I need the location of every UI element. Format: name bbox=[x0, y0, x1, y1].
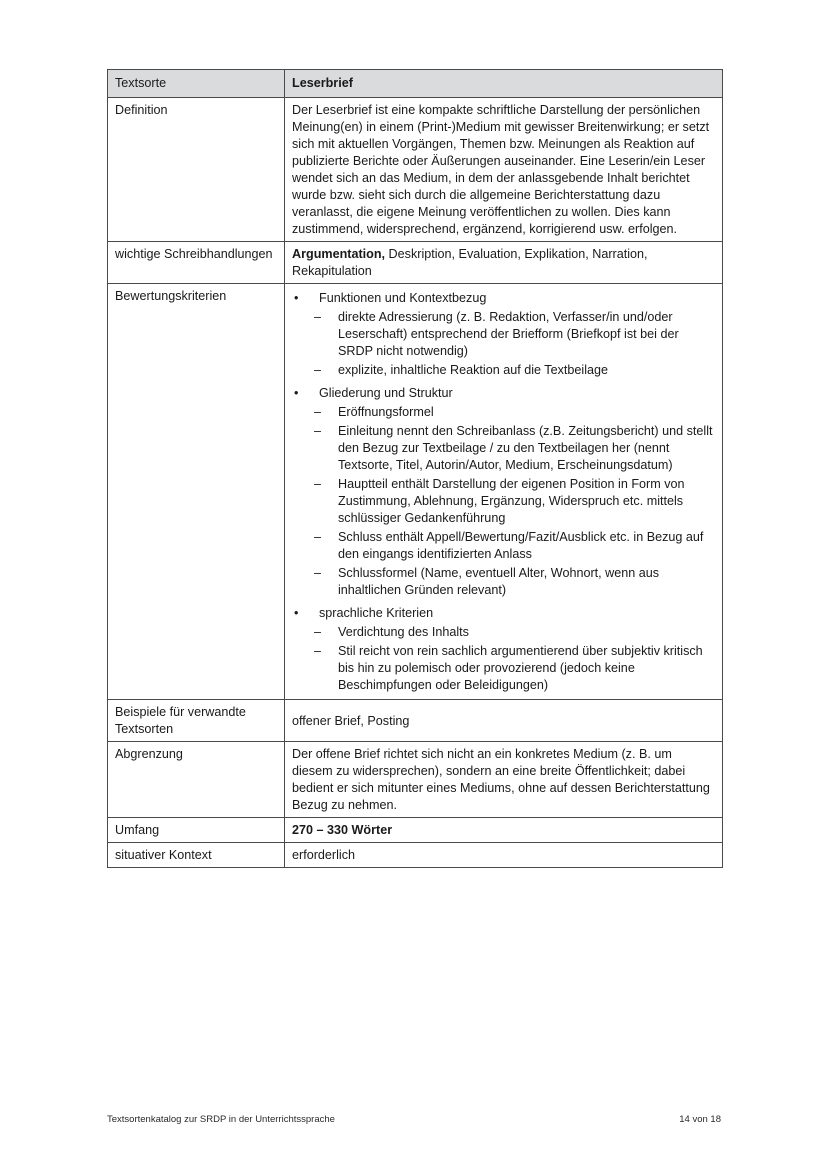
umfang-value: 270 – 330 Wörter bbox=[285, 818, 723, 843]
list-item bbox=[292, 309, 715, 360]
bewertung-criteria bbox=[285, 284, 723, 700]
criteria-item-text: explizite, inhaltliche Reaktion auf die Textbeilage bbox=[338, 363, 609, 377]
criteria-group bbox=[292, 290, 715, 379]
abgrenzung-text: Der offene Brief richtet sich nicht an ein konkretes Medium (z. B. um diesem zu widersprechen), sondern an eine breite Öffentlichkeit; dabei bedient er sich mitunter eines Mediums, ohne auf dessen Berichterstattung Bezug zu nehmen. bbox=[285, 742, 723, 818]
header-value: Leserbrief bbox=[285, 70, 723, 98]
dash-icon: – bbox=[314, 363, 322, 377]
dash-icon: – bbox=[314, 310, 322, 324]
dash-icon: – bbox=[314, 477, 322, 491]
list-item bbox=[292, 423, 715, 474]
list-item bbox=[292, 624, 715, 641]
list-item bbox=[292, 643, 715, 694]
list-item bbox=[292, 362, 715, 379]
table-row-header bbox=[108, 70, 723, 98]
table-row-schreibhandlungen bbox=[108, 242, 723, 284]
criteria-group-title: sprachliche Kriterien bbox=[319, 606, 434, 620]
criteria-item-text: Stil reicht von rein sachlich argumentierend über subjektiv kritisch bis hin zu polemisch oder provozierend (jedoch keine Beschimpfungen oder Beleidigungen) bbox=[338, 644, 703, 692]
table-row-kontext bbox=[108, 843, 723, 868]
bullet-icon: • bbox=[294, 386, 299, 400]
textsorte-table bbox=[107, 69, 723, 868]
list-item bbox=[292, 565, 715, 599]
beispiele-label: Beispiele für verwandte Textsorten bbox=[108, 700, 285, 742]
table-row-beispiele bbox=[108, 700, 723, 742]
criteria-item-text: Schluss enthält Appell/Bewertung/Fazit/Ausblick etc. in Bezug auf den eingangs identifizierten Anlass bbox=[338, 530, 704, 561]
table-row-abgrenzung bbox=[108, 742, 723, 818]
kontext-value: erforderlich bbox=[285, 843, 723, 868]
dash-icon: – bbox=[314, 424, 322, 438]
umfang-label: Umfang bbox=[108, 818, 285, 843]
dash-icon: – bbox=[314, 644, 322, 658]
criteria-item-text: Einleitung nennt den Schreibanlass (z.B. Zeitungsbericht) und stellt den Bezug zur Textbeilage / zu den Textbeilagen her (nennt Textsorte, Titel, Autorin/Autor, Medium, Erscheinungsdatum) bbox=[338, 424, 713, 472]
list-item bbox=[292, 404, 715, 421]
bewertung-label: Bewertungskriterien bbox=[108, 284, 285, 700]
criteria-group-title: Funktionen und Kontextbezug bbox=[319, 291, 487, 305]
abgrenzung-label: Abgrenzung bbox=[108, 742, 285, 818]
beispiele-value: offener Brief, Posting bbox=[285, 700, 723, 742]
schreibhandlungen-emphasis: Argumentation, bbox=[292, 247, 386, 261]
list-item bbox=[292, 529, 715, 563]
table-row-bewertung bbox=[108, 284, 723, 700]
bullet-icon: • bbox=[294, 291, 299, 305]
dash-icon: – bbox=[314, 405, 322, 419]
table-row-umfang bbox=[108, 818, 723, 843]
criteria-item-text: Verdichtung des Inhalts bbox=[338, 625, 469, 639]
schreibhandlungen-value bbox=[285, 242, 723, 284]
table-row-definition bbox=[108, 98, 723, 242]
criteria-item-text: Hauptteil enthält Darstellung der eigenen Position in Form von Zustimmung, Ablehnung, Ergänzung, Widerspruch etc. mittels schlüssiger Gedankenführung bbox=[338, 477, 685, 525]
schreibhandlungen-label: wichtige Schreibhandlungen bbox=[108, 242, 285, 284]
criteria-group bbox=[292, 605, 715, 694]
definition-text: Der Leserbrief ist eine kompakte schriftliche Darstellung der persönlichen Meinung(en) in einem (Print-)Medium mit gewisser Breitenwirkung; er setzt sich mit aktuellen Vorgängen, Themen bzw. Meinungen als Reaktion auf publizierte Berichte oder Äußerungen auseinander. Eine Leserin/ein Leser wendet sich an das Medium, in dem der anlassgebende Inhalt berichtet wurde bzw. sieht sich durch die allgemeine Berichterstattung dazu veranlasst, die eigene Meinung veröffentlichen zu wollen. Dies kann zustimmend, widersprechend, ergänzend, korrigierend usw. erfolgen. bbox=[285, 98, 723, 242]
dash-icon: – bbox=[314, 566, 322, 580]
footer-page-number: 14 von 18 bbox=[679, 1114, 721, 1125]
bullet-icon: • bbox=[294, 606, 299, 620]
dash-icon: – bbox=[314, 625, 322, 639]
footer-document-title: Textsortenkatalog zur SRDP in der Unterrichtssprache bbox=[107, 1114, 335, 1125]
list-item bbox=[292, 476, 715, 527]
header-label: Textsorte bbox=[108, 70, 285, 98]
criteria-group bbox=[292, 385, 715, 599]
definition-label: Definition bbox=[108, 98, 285, 242]
criteria-item-text: Eröffnungsformel bbox=[338, 405, 434, 419]
criteria-item-text: Schlussformel (Name, eventuell Alter, Wohnort, wenn aus inhaltlichen Gründen relevant) bbox=[338, 566, 660, 597]
kontext-label: situativer Kontext bbox=[108, 843, 285, 868]
dash-icon: – bbox=[314, 530, 322, 544]
criteria-group-title: Gliederung und Struktur bbox=[319, 386, 453, 400]
criteria-item-text: direkte Adressierung (z. B. Redaktion, Verfasser/in und/oder Leserschaft) entsprechend der Briefform (Briefkopf ist bei der SRDP nicht notwendig) bbox=[338, 310, 679, 358]
schreibhandlungen-rest: Deskription, Evaluation, Explikation, Narration, Rekapitulation bbox=[292, 247, 648, 278]
